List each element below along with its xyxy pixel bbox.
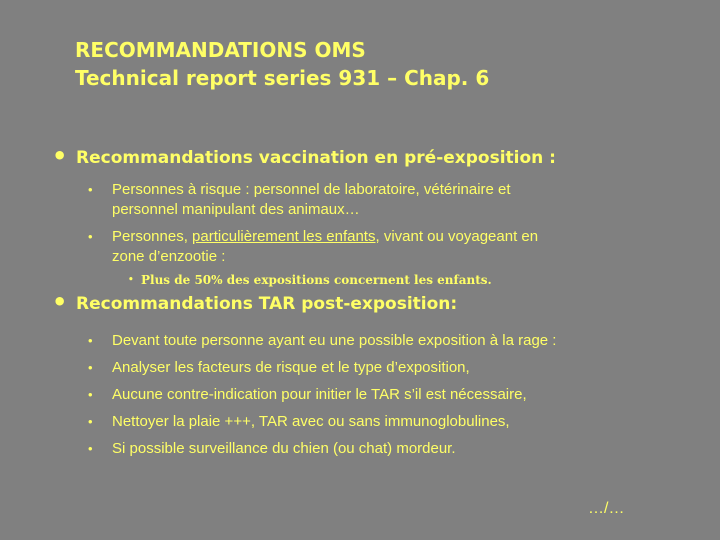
list-item: [88, 331, 688, 351]
slide-title: [75, 36, 489, 92]
list-item: [88, 358, 688, 378]
bullet-icon: •: [128, 275, 134, 285]
section-heading-text: Recommandations TAR post-exposition:: [76, 294, 458, 314]
list-item-text: Analyser les facteurs de risque et le type d’exposition,: [112, 359, 470, 376]
list-item-text: Personnes,: [112, 228, 193, 245]
list-item-line-2: zone d’enzootie :: [112, 248, 226, 265]
bullet-icon: •: [52, 288, 68, 316]
section-heading-text: Recommandations vaccination en pré-exposition :: [76, 148, 556, 168]
title-line-2: Technical report series 931 – Chap. 6: [75, 66, 490, 90]
list-item-line-1: [112, 227, 688, 247]
list-item: [88, 439, 688, 459]
underlined-text: particulièrement les enfants: [192, 228, 376, 245]
list-item-text: Aucune contre-indication pour initier le TAR s’il est nécessaire,: [112, 386, 527, 403]
bullet-icon: •: [88, 414, 93, 429]
list-item: [88, 412, 688, 432]
list-item-line-2: personnel manipulant des animaux…: [112, 201, 360, 218]
list-item-text: Si possible surveillance du chien (ou chat) mordeur.: [112, 440, 456, 457]
list-item: [88, 385, 688, 405]
bullet-icon: •: [88, 441, 93, 456]
bullet-icon: •: [88, 387, 93, 402]
title-line-1: RECOMMANDATIONS OMS: [75, 38, 366, 62]
list-item-text: Devant toute personne ayant eu une possible exposition à la rage :: [112, 332, 557, 349]
bullet-icon: •: [88, 229, 93, 244]
list-item-text: Nettoyer la plaie +++, TAR avec ou sans immunoglobulines,: [112, 413, 510, 430]
continuation-marker: …/…: [588, 500, 625, 517]
sub-list-item: [128, 272, 492, 288]
list-item: [88, 227, 688, 267]
bullet-icon: •: [88, 333, 93, 348]
bullet-icon: •: [52, 142, 68, 170]
bullet-icon: •: [88, 360, 93, 375]
bullet-icon: •: [88, 182, 93, 197]
sub-list-item-text: Plus de 50% des expositions concernent les enfants.: [141, 273, 492, 287]
list-item: [88, 180, 688, 220]
list-item-text: , vivant ou voyageant en: [375, 228, 539, 245]
list-item-line-1: Personnes à risque : personnel de laboratoire, vétérinaire et: [112, 181, 511, 198]
